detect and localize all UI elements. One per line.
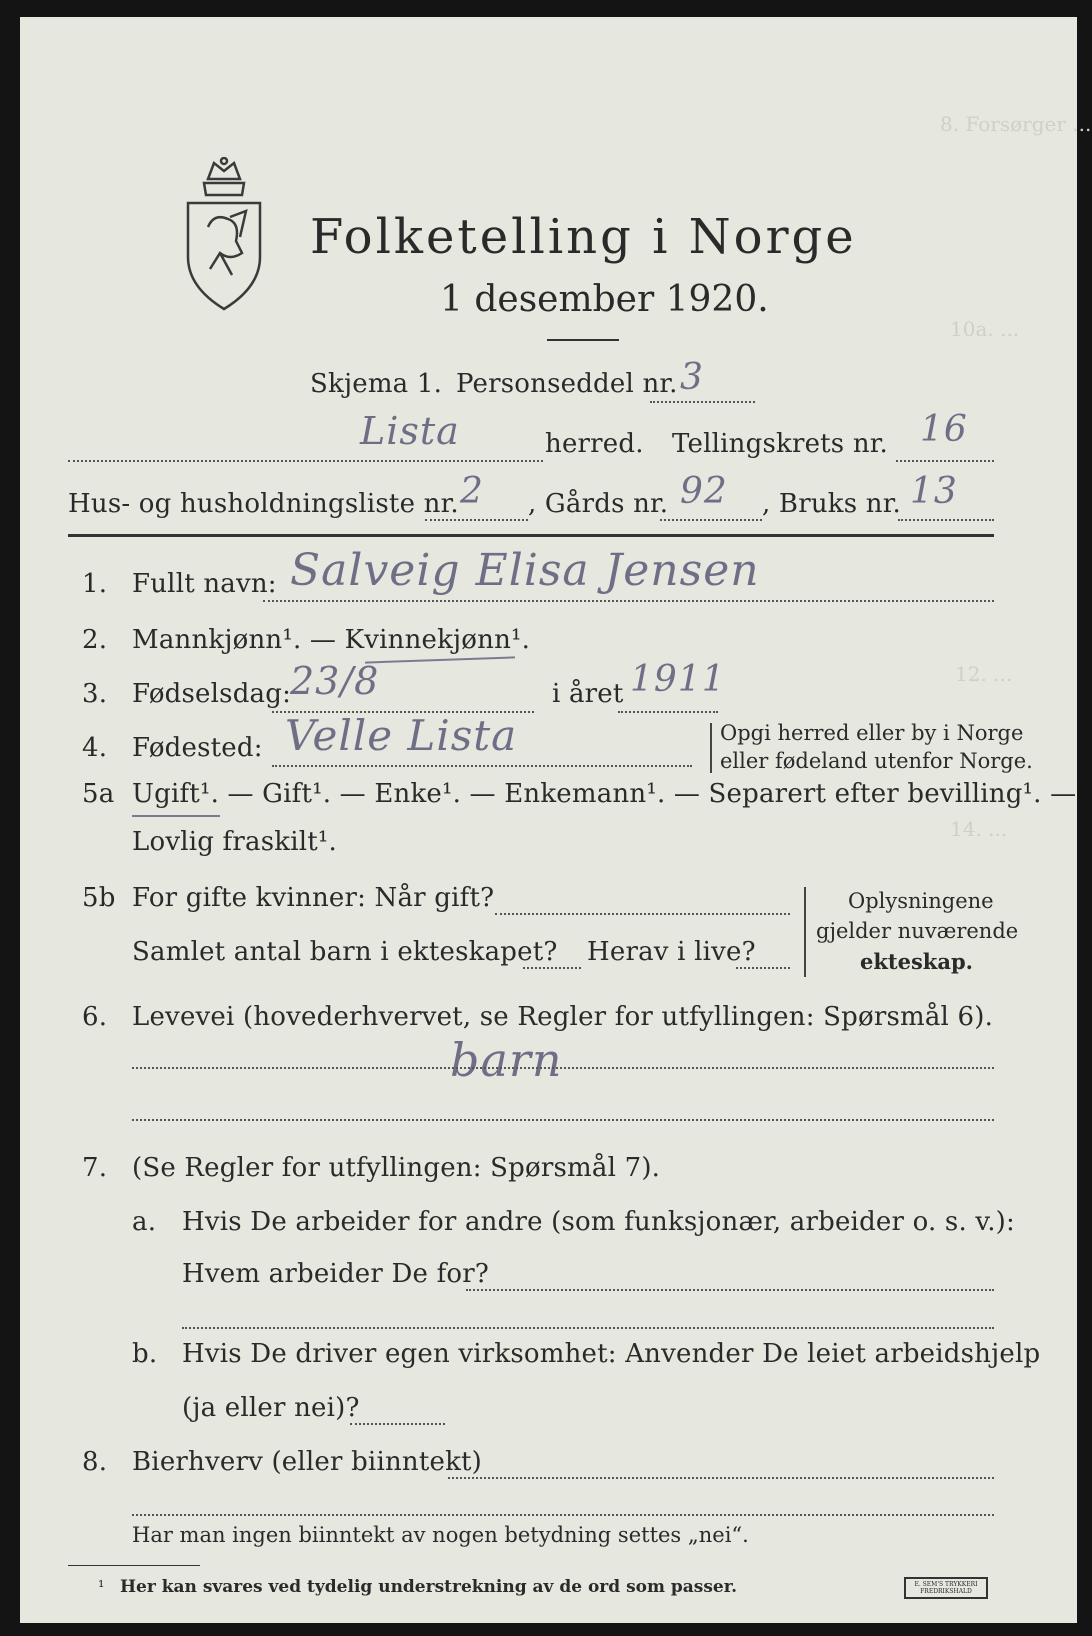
q8-label: Bierhverv (eller biinntekt) xyxy=(132,1447,483,1477)
q6-line2 xyxy=(132,1119,994,1121)
footnote-rule xyxy=(68,1565,200,1566)
q8-line-extra xyxy=(132,1514,994,1516)
q5a-underline-mark xyxy=(132,815,220,817)
tellingskrets-value: 16 xyxy=(920,409,968,450)
q7-number: 7. xyxy=(82,1153,108,1183)
census-form-page xyxy=(20,17,1092,1623)
q8-number: 8. xyxy=(82,1447,108,1477)
bruks-line xyxy=(898,519,994,521)
bleed-through-text: 12. ... xyxy=(955,662,1013,686)
q3-year-line xyxy=(618,711,718,713)
q1-label: Fullt navn: xyxy=(132,569,277,599)
q5b-alive-line xyxy=(736,967,790,969)
personseddel-label: Personseddel nr. xyxy=(456,369,678,399)
husholdningsliste-value: 2 xyxy=(460,471,484,512)
footnote-mark: ¹ xyxy=(98,1577,105,1596)
q3-number: 3. xyxy=(82,679,108,709)
q7a-line2: Hvem arbeider De for? xyxy=(182,1259,490,1289)
bleed-through-text: 14. ... xyxy=(950,817,1008,841)
tellingskrets-label: Tellingskrets nr. xyxy=(672,429,888,459)
q5b-married-line xyxy=(495,913,790,915)
q8-line xyxy=(448,1477,994,1479)
husholdningsliste-label: Hus- og husholdningsliste nr. xyxy=(68,489,459,519)
q5b-number: 5b xyxy=(82,883,116,913)
q1-value: Salveig Elisa Jensen xyxy=(290,545,760,596)
q6-value: barn xyxy=(450,1033,563,1087)
q4-value: Velle Lista xyxy=(285,711,518,760)
q5b-note3: ekteskap. xyxy=(860,949,973,974)
gards-line xyxy=(660,519,762,521)
q5b-line2a: Samlet antal barn i ekteskapet? xyxy=(132,937,558,967)
q5b-note-brace xyxy=(804,887,806,977)
title-divider xyxy=(547,339,619,341)
tellingskrets-line xyxy=(896,460,994,462)
q1-line xyxy=(263,600,994,602)
header-separator xyxy=(68,534,994,537)
q3-value: 23/8 xyxy=(290,659,380,703)
q4-note-line1: Opgi herred eller by i Norge xyxy=(720,721,1024,745)
personseddel-value: 3 xyxy=(680,357,704,398)
gards-value: 92 xyxy=(680,471,728,512)
printer-stamp: E. SEM'S TRYKKERI FREDRIKSHALD xyxy=(904,1577,988,1599)
herred-line xyxy=(68,460,543,462)
q5a-number: 5a xyxy=(82,779,115,809)
q7b-line1: Hvis De driver egen virksomhet: Anvender De leiet arbeidshjelp xyxy=(182,1339,1041,1369)
q4-line xyxy=(272,765,692,767)
q2-label: Mannkjønn¹. — Kvinnekjønn¹. xyxy=(132,625,531,655)
q3-label: Fødselsdag: xyxy=(132,679,292,709)
q7b-line xyxy=(350,1423,445,1425)
q1-number: 1. xyxy=(82,569,108,599)
bleed-through-text: 8. Forsørger ... xyxy=(940,112,1092,136)
skjema-label: Skjema 1. xyxy=(310,369,443,399)
q5b-note2: gjelder nuværende xyxy=(816,919,1019,943)
q7b-line2: (ja eller nei)? xyxy=(182,1393,360,1423)
q7-label: (Se Regler for utfyllingen: Spørsmål 7). xyxy=(132,1153,661,1183)
q5b-line2b: Herav i live? xyxy=(587,937,756,967)
q5b-line1: For gifte kvinner: Når gift? xyxy=(132,883,495,913)
q4-number: 4. xyxy=(82,733,108,763)
personseddel-line xyxy=(650,401,755,403)
q5b-note1: Oplysningene xyxy=(848,889,994,913)
herred-value: Lista xyxy=(360,409,460,453)
q7a-line-extra xyxy=(182,1327,994,1329)
q6-number: 6. xyxy=(82,1002,108,1032)
bleed-through-text: 10a. ... xyxy=(950,317,1020,341)
form-title: Folketelling i Norge xyxy=(310,209,857,265)
footnote-text: Her kan svares ved tydelig understrekning av de ord som passer. xyxy=(120,1577,738,1597)
q6-label: Levevei (hovederhvervet, se Regler for utfyllingen: Spørsmål 6). xyxy=(132,1002,994,1032)
coat-of-arms-icon xyxy=(180,157,268,317)
q4-label: Fødested: xyxy=(132,733,263,763)
q7b-number: b. xyxy=(132,1339,158,1369)
form-subtitle: 1 desember 1920. xyxy=(440,279,769,320)
q8-note: Har man ingen biinntekt av nogen betydning settes „nei“. xyxy=(132,1523,749,1547)
bruks-value: 13 xyxy=(910,471,958,512)
q5a-line2: Lovlig fraskilt¹. xyxy=(132,827,337,857)
gards-label: , Gårds nr. xyxy=(528,489,669,519)
q7a-line xyxy=(466,1289,994,1291)
bruks-label: , Bruks nr. xyxy=(762,489,901,519)
q7a-line1: Hvis De arbeider for andre (som funksjonær, arbeider o. s. v.): xyxy=(182,1207,1015,1237)
q5a-line1: Ugift¹. — Gift¹. — Enke¹. — Enkemann¹. — Separert efter bevilling¹. — xyxy=(132,779,1077,809)
q3-year-label: i året xyxy=(552,679,624,709)
q7a-number: a. xyxy=(132,1207,157,1237)
q2-number: 2. xyxy=(82,625,108,655)
q4-note-line2: eller fødeland utenfor Norge. xyxy=(720,749,1033,773)
q5b-children-line xyxy=(523,967,581,969)
q3-year-value: 1911 xyxy=(630,659,726,700)
q4-note-brace xyxy=(710,723,712,773)
herred-label: herred. xyxy=(545,429,644,459)
husholdningsliste-line xyxy=(425,519,528,521)
q6-line1 xyxy=(132,1067,994,1069)
q2-underline-mark xyxy=(365,656,515,663)
